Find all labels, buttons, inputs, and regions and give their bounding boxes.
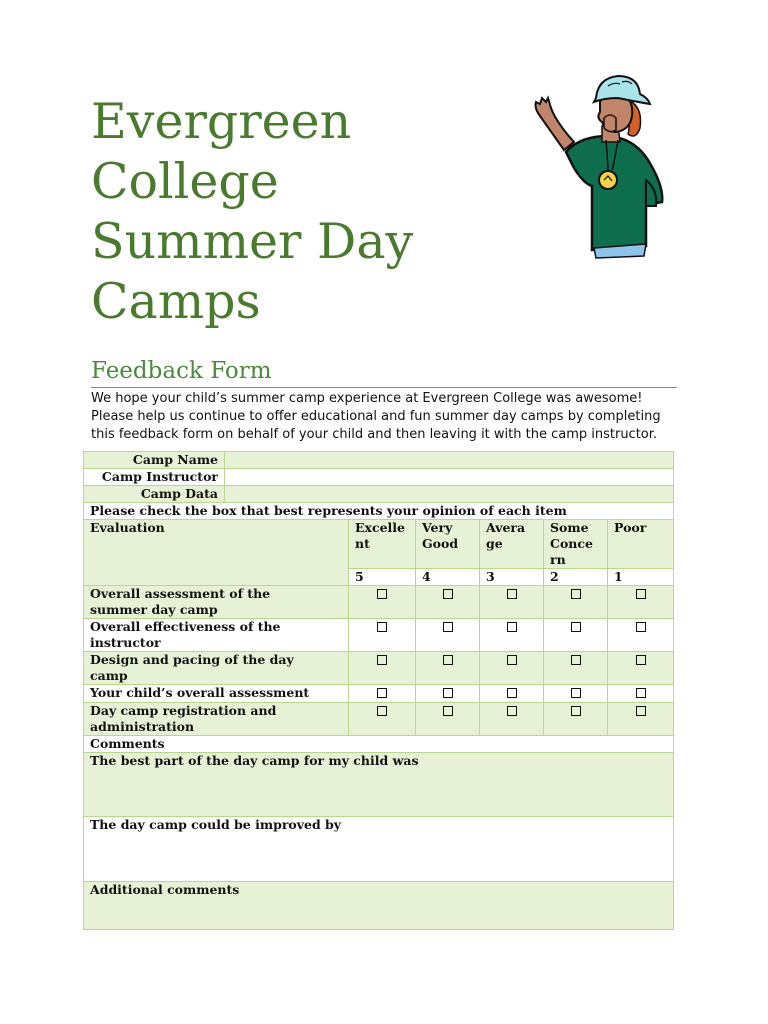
form-subtitle: Feedback Form (91, 358, 272, 384)
evaluation-row (84, 619, 674, 652)
best-part-prompt: The best part of the day camp for my child was (90, 753, 419, 768)
rating-checkbox[interactable] (571, 706, 581, 716)
intro-paragraph (91, 390, 691, 444)
title-line: Summer Day (91, 213, 414, 270)
rating-score: 5 (349, 569, 416, 586)
intro-line: Please help us continue to offer educational and fun summer day camps by completing (91, 409, 661, 424)
rating-checkbox[interactable] (443, 589, 453, 599)
camp-instructor-label: Camp Instructor (84, 469, 225, 486)
rating-checkbox[interactable] (571, 655, 581, 665)
rating-checkbox[interactable] (636, 622, 646, 632)
improvement-prompt: The day camp could be improved by (90, 817, 342, 832)
evaluation-item-label: Design and pacing of the day camp (84, 652, 349, 685)
instruction-text: Please check the box that best represents your opinion of each item (84, 503, 674, 520)
intro-line: We hope your child’s summer camp experience at Evergreen College was awesome! (91, 391, 643, 406)
evaluation-item-label: Overall effectiveness of the instructor (84, 619, 349, 652)
title-line: Evergreen (91, 93, 352, 150)
rating-checkbox[interactable] (571, 688, 581, 698)
rating-checkbox[interactable] (507, 622, 517, 632)
rating-checkbox[interactable] (377, 655, 387, 665)
rating-header-very-good: Very Good (416, 520, 480, 569)
rating-checkbox[interactable] (636, 688, 646, 698)
title-line: College (91, 153, 279, 210)
rating-checkbox[interactable] (377, 706, 387, 716)
comments-header: Comments (84, 736, 674, 753)
improvement-comment-field[interactable] (84, 817, 674, 882)
rating-header-average: Avera ge (480, 520, 544, 569)
rating-checkbox[interactable] (377, 622, 387, 632)
rating-checkbox[interactable] (636, 655, 646, 665)
evaluation-row (84, 586, 674, 619)
evaluation-item-label: Overall assessment of the summer day camp (84, 586, 349, 619)
rating-score: 1 (608, 569, 674, 586)
rating-score: 3 (480, 569, 544, 586)
intro-line: this feedback form on behalf of your child and then leaving it with the camp instructor. (91, 427, 658, 442)
rating-checkbox[interactable] (507, 688, 517, 698)
rating-checkbox[interactable] (507, 655, 517, 665)
evaluation-row (84, 703, 674, 736)
camp-name-field[interactable] (225, 452, 674, 469)
feedback-table (83, 451, 674, 930)
rating-checkbox[interactable] (507, 706, 517, 716)
rating-checkbox[interactable] (571, 622, 581, 632)
best-part-comment-field[interactable] (84, 753, 674, 817)
evaluation-row (84, 652, 674, 685)
rating-checkbox[interactable] (443, 688, 453, 698)
camp-name-label: Camp Name (84, 452, 225, 469)
rating-checkbox[interactable] (636, 589, 646, 599)
rating-checkbox[interactable] (636, 706, 646, 716)
rating-checkbox[interactable] (443, 622, 453, 632)
camp-counselor-clipart (522, 68, 672, 260)
evaluation-item-label: Your child’s overall assessment (84, 685, 349, 703)
camp-data-field[interactable] (225, 486, 674, 503)
camp-data-label: Camp Data (84, 486, 225, 503)
additional-comment-field[interactable] (84, 882, 674, 930)
page-title (91, 92, 511, 332)
rating-checkbox[interactable] (443, 655, 453, 665)
rating-header-poor: Poor (608, 520, 674, 569)
evaluation-header: Evaluation (84, 520, 349, 586)
rating-checkbox[interactable] (443, 706, 453, 716)
camp-instructor-field[interactable] (225, 469, 674, 486)
evaluation-row (84, 685, 674, 703)
rating-header-some-concern: Some Conce rn (544, 520, 608, 569)
subtitle-divider (91, 387, 677, 388)
rating-score: 2 (544, 569, 608, 586)
rating-checkbox[interactable] (507, 589, 517, 599)
rating-checkbox[interactable] (571, 589, 581, 599)
rating-checkbox[interactable] (377, 589, 387, 599)
rating-checkbox[interactable] (377, 688, 387, 698)
rating-score: 4 (416, 569, 480, 586)
title-line: Camps (91, 273, 261, 330)
evaluation-item-label: Day camp registration and administration (84, 703, 349, 736)
rating-header-excellent: Excelle nt (349, 520, 416, 569)
additional-comments-prompt: Additional comments (90, 882, 240, 897)
